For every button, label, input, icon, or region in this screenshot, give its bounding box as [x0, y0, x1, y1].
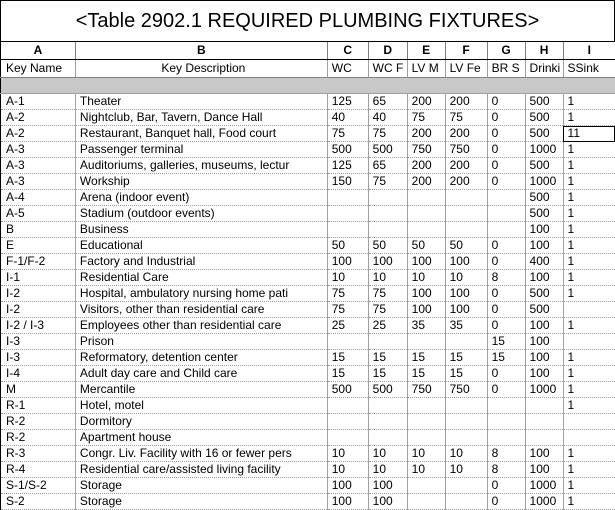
wc-female-cell[interactable]: [368, 334, 407, 350]
wc-female-cell[interactable]: 75: [368, 286, 407, 302]
wc-female-cell[interactable]: 25: [368, 318, 407, 334]
lav-female-cell[interactable]: 100: [445, 302, 487, 318]
lav-male-cell[interactable]: [407, 222, 445, 238]
lav-female-cell[interactable]: 200: [445, 174, 487, 190]
service-sink-cell[interactable]: 1: [563, 446, 615, 462]
lav-male-cell[interactable]: [407, 494, 445, 510]
drinking-fountain-cell[interactable]: 500: [525, 206, 563, 222]
column-letter[interactable]: A: [1, 42, 76, 60]
key-name-cell[interactable]: B: [1, 222, 76, 238]
wc-cell[interactable]: [327, 334, 368, 350]
group-cell: [407, 78, 445, 94]
key-description-cell[interactable]: Prison: [75, 334, 327, 350]
key-name-cell[interactable]: A-4: [1, 190, 76, 206]
wc-female-cell[interactable]: [368, 398, 407, 414]
wc-cell[interactable]: [327, 414, 368, 430]
service-sink-cell[interactable]: 1: [563, 494, 615, 510]
schedule-table: [0, 42, 615, 510]
wc-cell[interactable]: 50: [327, 238, 368, 254]
bathtub-shower-cell[interactable]: 8: [487, 446, 525, 462]
group-cell: [563, 78, 615, 94]
column-letter[interactable]: I: [563, 42, 615, 60]
key-name-cell[interactable]: S-2: [1, 494, 76, 510]
wc-cell[interactable]: 10: [327, 270, 368, 286]
key-description-cell[interactable]: Hotel, motel: [75, 398, 327, 414]
table-row[interactable]: [1, 222, 615, 238]
wc-female-cell[interactable]: 40: [368, 110, 407, 126]
group-header-row: [1, 78, 615, 94]
lav-male-cell[interactable]: [407, 206, 445, 222]
service-sink-cell[interactable]: 1: [563, 238, 615, 254]
lav-male-cell[interactable]: 200: [407, 174, 445, 190]
drinking-fountain-cell[interactable]: 500: [525, 286, 563, 302]
lav-female-cell[interactable]: 10: [445, 446, 487, 462]
table-row[interactable]: [1, 414, 615, 430]
wc-female-cell[interactable]: 100: [368, 478, 407, 494]
key-name-cell[interactable]: I-2: [1, 286, 76, 302]
wc-female-cell[interactable]: [368, 222, 407, 238]
service-sink-cell[interactable]: 1: [563, 94, 615, 110]
key-name-cell[interactable]: I-2: [1, 302, 76, 318]
table-row[interactable]: [1, 190, 615, 206]
wc-cell[interactable]: [327, 398, 368, 414]
lav-male-cell[interactable]: [407, 414, 445, 430]
wc-cell[interactable]: 150: [327, 174, 368, 190]
key-description-cell[interactable]: Adult day care and Child care: [75, 366, 327, 382]
service-sink-cell[interactable]: 1: [563, 270, 615, 286]
bathtub-shower-cell[interactable]: 0: [487, 174, 525, 190]
column-header[interactable]: SSink: [563, 60, 615, 78]
key-description-cell[interactable]: Congr. Liv. Facility with 16 or fewer pers: [75, 446, 327, 462]
key-description-cell[interactable]: Stadium (outdoor events): [75, 206, 327, 222]
bathtub-shower-cell[interactable]: [487, 430, 525, 446]
lav-male-cell[interactable]: 50: [407, 238, 445, 254]
group-cell: [487, 78, 525, 94]
service-sink-cell[interactable]: 1: [563, 254, 615, 270]
wc-female-cell[interactable]: [368, 430, 407, 446]
lav-male-cell[interactable]: 15: [407, 350, 445, 366]
key-description-cell[interactable]: Storage: [75, 478, 327, 494]
table-row[interactable]: [1, 334, 615, 350]
wc-cell[interactable]: 125: [327, 158, 368, 174]
column-letter[interactable]: E: [407, 42, 445, 60]
lav-female-cell[interactable]: 50: [445, 238, 487, 254]
column-letter[interactable]: G: [487, 42, 525, 60]
lav-female-cell[interactable]: 200: [445, 158, 487, 174]
lav-female-cell[interactable]: 200: [445, 126, 487, 142]
drinking-fountain-cell[interactable]: 100: [525, 334, 563, 350]
lav-male-cell[interactable]: 200: [407, 126, 445, 142]
schedule-title: <Table 2902.1 REQUIRED PLUMBING FIXTURES>: [0, 0, 615, 42]
drinking-fountain-cell[interactable]: 400: [525, 254, 563, 270]
column-header[interactable]: LV M: [407, 60, 445, 78]
table-row[interactable]: [1, 110, 615, 126]
drinking-fountain-cell[interactable]: 500: [525, 302, 563, 318]
group-cell: [368, 78, 407, 94]
key-name-cell[interactable]: A-2: [1, 110, 76, 126]
drinking-fountain-cell[interactable]: [525, 414, 563, 430]
lav-female-cell[interactable]: 10: [445, 270, 487, 286]
service-sink-cell[interactable]: 1: [563, 318, 615, 334]
key-description-cell[interactable]: Auditoriums, galleries, museums, lectur: [75, 158, 327, 174]
wc-female-cell[interactable]: 10: [368, 270, 407, 286]
column-letter[interactable]: F: [445, 42, 487, 60]
key-description-cell[interactable]: Educational: [75, 238, 327, 254]
table-row[interactable]: [1, 126, 615, 142]
bathtub-shower-cell[interactable]: 0: [487, 366, 525, 382]
key-name-cell[interactable]: R-4: [1, 462, 76, 478]
lav-female-cell[interactable]: [445, 206, 487, 222]
bathtub-shower-cell[interactable]: 0: [487, 254, 525, 270]
bathtub-shower-cell[interactable]: 0: [487, 478, 525, 494]
wc-cell[interactable]: 25: [327, 318, 368, 334]
drinking-fountain-cell[interactable]: [525, 430, 563, 446]
key-name-cell[interactable]: I-2 / I-3: [1, 318, 76, 334]
service-sink-cell[interactable]: 1: [563, 382, 615, 398]
wc-female-cell[interactable]: 10: [368, 446, 407, 462]
column-letter[interactable]: B: [75, 42, 327, 60]
key-description-cell[interactable]: Apartment house: [75, 430, 327, 446]
key-name-cell[interactable]: A-1: [1, 94, 76, 110]
drinking-fountain-cell[interactable]: 100: [525, 318, 563, 334]
table-row[interactable]: [1, 286, 615, 302]
table-row[interactable]: [1, 270, 615, 286]
lav-female-cell[interactable]: 75: [445, 110, 487, 126]
lav-female-cell[interactable]: [445, 494, 487, 510]
bathtub-shower-cell[interactable]: 8: [487, 462, 525, 478]
table-row[interactable]: [1, 366, 615, 382]
lav-male-cell[interactable]: [407, 398, 445, 414]
wc-female-cell[interactable]: 500: [368, 142, 407, 158]
service-sink-cell[interactable]: 1: [563, 398, 615, 414]
wc-female-cell[interactable]: 75: [368, 126, 407, 142]
table-row[interactable]: [1, 254, 615, 270]
key-name-cell[interactable]: I-3: [1, 334, 76, 350]
bathtub-shower-cell[interactable]: 0: [487, 158, 525, 174]
wc-cell[interactable]: [327, 222, 368, 238]
bathtub-shower-cell[interactable]: 0: [487, 142, 525, 158]
key-description-cell[interactable]: Residential care/assisted living facility: [75, 462, 327, 478]
bathtub-shower-cell[interactable]: 0: [487, 302, 525, 318]
table-row[interactable]: [1, 94, 615, 110]
bathtub-shower-cell[interactable]: 0: [487, 286, 525, 302]
service-sink-cell[interactable]: [563, 302, 615, 318]
table-row[interactable]: [1, 158, 615, 174]
table-row[interactable]: [1, 142, 615, 158]
lav-female-cell[interactable]: 10: [445, 462, 487, 478]
bathtub-shower-cell[interactable]: 0: [487, 494, 525, 510]
bathtub-shower-cell[interactable]: 0: [487, 382, 525, 398]
service-sink-cell[interactable]: 1: [563, 206, 615, 222]
table-row[interactable]: [1, 350, 615, 366]
wc-female-cell[interactable]: 15: [368, 350, 407, 366]
drinking-fountain-cell[interactable]: 1000: [525, 174, 563, 190]
lav-male-cell[interactable]: 750: [407, 142, 445, 158]
drinking-fountain-cell[interactable]: 500: [525, 94, 563, 110]
drinking-fountain-cell[interactable]: 500: [525, 158, 563, 174]
group-cell: [445, 78, 487, 94]
lav-male-cell[interactable]: 35: [407, 318, 445, 334]
key-name-cell[interactable]: A-3: [1, 174, 76, 190]
lav-female-cell[interactable]: [445, 398, 487, 414]
lav-male-cell[interactable]: 200: [407, 158, 445, 174]
key-description-cell[interactable]: Business: [75, 222, 327, 238]
key-description-cell[interactable]: Storage: [75, 494, 327, 510]
lav-male-cell[interactable]: [407, 430, 445, 446]
lav-male-cell[interactable]: [407, 478, 445, 494]
table-row[interactable]: [1, 174, 615, 190]
wc-female-cell[interactable]: 75: [368, 174, 407, 190]
wc-female-cell[interactable]: 50: [368, 238, 407, 254]
wc-female-cell[interactable]: [368, 206, 407, 222]
bathtub-shower-cell[interactable]: [487, 206, 525, 222]
drinking-fountain-cell[interactable]: 1000: [525, 142, 563, 158]
lav-male-cell[interactable]: 750: [407, 382, 445, 398]
key-name-cell[interactable]: S-1/S-2: [1, 478, 76, 494]
service-sink-cell[interactable]: 1: [563, 286, 615, 302]
drinking-fountain-cell[interactable]: 1000: [525, 478, 563, 494]
lav-female-cell[interactable]: [445, 478, 487, 494]
table-row[interactable]: [1, 382, 615, 398]
group-cell: [525, 78, 563, 94]
wc-cell[interactable]: 10: [327, 446, 368, 462]
table-row[interactable]: [1, 446, 615, 462]
wc-female-cell[interactable]: [368, 414, 407, 430]
key-description-cell[interactable]: Hospital, ambulatory nursing home pati: [75, 286, 327, 302]
wc-female-cell[interactable]: 500: [368, 382, 407, 398]
key-description-cell[interactable]: Nightclub, Bar, Tavern, Dance Hall: [75, 110, 327, 126]
drinking-fountain-cell[interactable]: 100: [525, 446, 563, 462]
lav-male-cell[interactable]: 10: [407, 270, 445, 286]
key-name-cell[interactable]: A-5: [1, 206, 76, 222]
drinking-fountain-cell[interactable]: 100: [525, 366, 563, 382]
lav-male-cell[interactable]: 100: [407, 254, 445, 270]
lav-female-cell[interactable]: [445, 190, 487, 206]
table-row[interactable]: [1, 478, 615, 494]
lav-male-cell[interactable]: [407, 334, 445, 350]
service-sink-cell[interactable]: 1: [563, 462, 615, 478]
bathtub-shower-cell[interactable]: [487, 222, 525, 238]
table-row[interactable]: [1, 206, 615, 222]
column-header[interactable]: WC: [327, 60, 368, 78]
table-row[interactable]: [1, 462, 615, 478]
service-sink-cell[interactable]: [563, 334, 615, 350]
wc-female-cell[interactable]: 100: [368, 254, 407, 270]
lav-female-cell[interactable]: 35: [445, 318, 487, 334]
service-sink-cell[interactable]: [563, 414, 615, 430]
key-description-cell[interactable]: Passenger terminal: [75, 142, 327, 158]
bathtub-shower-cell[interactable]: [487, 190, 525, 206]
lav-male-cell[interactable]: 75: [407, 110, 445, 126]
group-cell: [1, 78, 76, 94]
wc-cell[interactable]: [327, 190, 368, 206]
wc-female-cell[interactable]: 65: [368, 94, 407, 110]
service-sink-cell[interactable]: 1: [563, 110, 615, 126]
bathtub-shower-cell[interactable]: [487, 414, 525, 430]
lav-female-cell[interactable]: 200: [445, 94, 487, 110]
table-row[interactable]: [1, 398, 615, 414]
key-description-cell[interactable]: Reformatory, detention center: [75, 350, 327, 366]
lav-female-cell[interactable]: [445, 222, 487, 238]
lav-male-cell[interactable]: 10: [407, 446, 445, 462]
wc-cell[interactable]: 15: [327, 350, 368, 366]
lav-female-cell[interactable]: [445, 334, 487, 350]
service-sink-cell[interactable]: 1: [563, 158, 615, 174]
bathtub-shower-cell[interactable]: 0: [487, 126, 525, 142]
wc-female-cell[interactable]: 65: [368, 158, 407, 174]
column-header[interactable]: BR S: [487, 60, 525, 78]
table-row[interactable]: [1, 318, 615, 334]
key-description-cell[interactable]: Employees other than residential care: [75, 318, 327, 334]
key-description-cell[interactable]: Workship: [75, 174, 327, 190]
key-name-cell[interactable]: R-3: [1, 446, 76, 462]
lav-female-cell[interactable]: 15: [445, 366, 487, 382]
key-name-cell[interactable]: M: [1, 382, 76, 398]
table-row[interactable]: [1, 302, 615, 318]
lav-female-cell[interactable]: 100: [445, 254, 487, 270]
wc-cell[interactable]: 125: [327, 94, 368, 110]
wc-cell[interactable]: 75: [327, 286, 368, 302]
table-row[interactable]: [1, 494, 615, 510]
wc-cell[interactable]: 75: [327, 126, 368, 142]
service-sink-cell[interactable]: 1: [563, 366, 615, 382]
bathtub-shower-cell[interactable]: 8: [487, 270, 525, 286]
lav-female-cell[interactable]: [445, 414, 487, 430]
wc-female-cell[interactable]: [368, 190, 407, 206]
key-name-cell[interactable]: A-2: [1, 126, 76, 142]
lav-female-cell[interactable]: [445, 430, 487, 446]
wc-female-cell[interactable]: 15: [368, 366, 407, 382]
lav-male-cell[interactable]: [407, 190, 445, 206]
drinking-fountain-cell[interactable]: 1000: [525, 494, 563, 510]
wc-cell[interactable]: 75: [327, 302, 368, 318]
wc-cell[interactable]: 15: [327, 366, 368, 382]
key-name-cell[interactable]: R-2: [1, 430, 76, 446]
column-letter[interactable]: C: [327, 42, 368, 60]
drinking-fountain-cell[interactable]: 100: [525, 238, 563, 254]
service-sink-cell[interactable]: 1: [563, 350, 615, 366]
key-description-cell[interactable]: Visitors, other than residential care: [75, 302, 327, 318]
key-description-cell[interactable]: Theater: [75, 94, 327, 110]
wc-female-cell[interactable]: 75: [368, 302, 407, 318]
column-header[interactable]: LV Fe: [445, 60, 487, 78]
drinking-fountain-cell[interactable]: 100: [525, 222, 563, 238]
drinking-fountain-cell[interactable]: 1000: [525, 382, 563, 398]
wc-cell[interactable]: 100: [327, 478, 368, 494]
lav-female-cell[interactable]: 750: [445, 382, 487, 398]
column-header[interactable]: Key Description: [75, 60, 327, 78]
key-description-cell[interactable]: Dormitory: [75, 414, 327, 430]
column-letter[interactable]: H: [525, 42, 563, 60]
wc-female-cell[interactable]: 100: [368, 494, 407, 510]
column-header[interactable]: Drinki: [525, 60, 563, 78]
bathtub-shower-cell[interactable]: 0: [487, 318, 525, 334]
bathtub-shower-cell[interactable]: 0: [487, 94, 525, 110]
drinking-fountain-cell[interactable]: 500: [525, 110, 563, 126]
drinking-fountain-cell[interactable]: [525, 398, 563, 414]
drinking-fountain-cell[interactable]: 500: [525, 190, 563, 206]
wc-female-cell[interactable]: 10: [368, 462, 407, 478]
key-name-cell[interactable]: I-1: [1, 270, 76, 286]
bathtub-shower-cell[interactable]: 0: [487, 238, 525, 254]
group-cell: [327, 78, 368, 94]
key-name-cell[interactable]: I-4: [1, 366, 76, 382]
wc-cell[interactable]: 100: [327, 254, 368, 270]
drinking-fountain-cell[interactable]: 500: [525, 126, 563, 142]
lav-male-cell[interactable]: 100: [407, 302, 445, 318]
wc-cell[interactable]: [327, 206, 368, 222]
bathtub-shower-cell[interactable]: 0: [487, 110, 525, 126]
column-header[interactable]: Key Name: [1, 60, 76, 78]
wc-cell[interactable]: 500: [327, 382, 368, 398]
key-name-cell[interactable]: R-2: [1, 414, 76, 430]
drinking-fountain-cell[interactable]: 100: [525, 350, 563, 366]
lav-male-cell[interactable]: 200: [407, 94, 445, 110]
service-sink-cell[interactable]: 11: [563, 126, 615, 142]
key-name-cell[interactable]: A-3: [1, 158, 76, 174]
key-description-cell[interactable]: Mercantile: [75, 382, 327, 398]
bathtub-shower-cell[interactable]: 15: [487, 350, 525, 366]
key-name-cell[interactable]: F-1/F-2: [1, 254, 76, 270]
lav-female-cell[interactable]: 15: [445, 350, 487, 366]
wc-cell[interactable]: 40: [327, 110, 368, 126]
bathtub-shower-cell[interactable]: [487, 398, 525, 414]
lav-male-cell[interactable]: 10: [407, 462, 445, 478]
key-name-cell[interactable]: E: [1, 238, 76, 254]
key-description-cell[interactable]: Factory and Industrial: [75, 254, 327, 270]
service-sink-cell[interactable]: 1: [563, 190, 615, 206]
drinking-fountain-cell[interactable]: 100: [525, 462, 563, 478]
column-letter[interactable]: D: [368, 42, 407, 60]
service-sink-cell[interactable]: [563, 430, 615, 446]
lav-male-cell[interactable]: 15: [407, 366, 445, 382]
table-row[interactable]: [1, 238, 615, 254]
service-sink-cell[interactable]: 1: [563, 222, 615, 238]
wc-cell[interactable]: [327, 430, 368, 446]
service-sink-cell[interactable]: 1: [563, 174, 615, 190]
lav-female-cell[interactable]: 100: [445, 286, 487, 302]
key-name-cell[interactable]: I-3: [1, 350, 76, 366]
key-description-cell[interactable]: Arena (indoor event): [75, 190, 327, 206]
key-description-cell[interactable]: Residential Care: [75, 270, 327, 286]
lav-male-cell[interactable]: 100: [407, 286, 445, 302]
lav-female-cell[interactable]: 750: [445, 142, 487, 158]
bathtub-shower-cell[interactable]: 15: [487, 334, 525, 350]
column-header-row: [1, 60, 615, 78]
drinking-fountain-cell[interactable]: 100: [525, 270, 563, 286]
wc-cell[interactable]: 500: [327, 142, 368, 158]
key-name-cell[interactable]: A-3: [1, 142, 76, 158]
table-row[interactable]: [1, 430, 615, 446]
key-name-cell[interactable]: R-1: [1, 398, 76, 414]
column-letter-row: [1, 42, 615, 60]
column-header[interactable]: WC F: [368, 60, 407, 78]
wc-cell[interactable]: 10: [327, 462, 368, 478]
wc-cell[interactable]: 100: [327, 494, 368, 510]
service-sink-cell[interactable]: 1: [563, 142, 615, 158]
service-sink-cell[interactable]: 1: [563, 478, 615, 494]
group-cell: [75, 78, 327, 94]
key-description-cell[interactable]: Restaurant, Banquet hall, Food court: [75, 126, 327, 142]
